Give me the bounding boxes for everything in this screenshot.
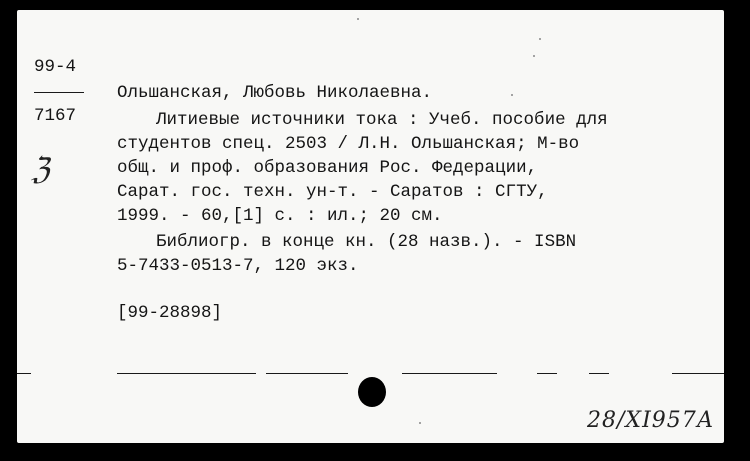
speck	[357, 18, 359, 20]
title-line-4: Сарат. гос. техн. ун-т. - Саратов : СГТУ,	[117, 182, 548, 202]
title-line-1: Литиевые источники тока : Учеб. пособие для	[156, 110, 608, 130]
title-line-5: 1999. - 60,[1] с. : ил.; 20 см.	[117, 206, 443, 226]
bottom-rule-4	[402, 373, 497, 374]
speck	[533, 55, 535, 57]
title-line-2: студентов спец. 2503 / Л.Н. Ольшанская; М-во	[117, 134, 580, 154]
speck	[511, 94, 513, 96]
bottom-rule-5	[537, 373, 557, 374]
note-line-1: Библиогр. в конце кн. (28 назв.). - ISBN	[156, 232, 577, 252]
handwritten-number: 28/XI957А	[587, 408, 715, 433]
record-number: [99-28898]	[117, 303, 223, 323]
speck	[539, 38, 541, 40]
catalog-card	[17, 10, 724, 443]
bottom-rule-2	[117, 373, 256, 374]
bottom-rule-7	[672, 373, 724, 374]
bottom-rule-3	[266, 373, 348, 374]
shelf-divider	[34, 92, 84, 93]
speck	[419, 422, 421, 424]
bottom-rule-1	[17, 373, 31, 374]
bottom-rule-6	[589, 373, 609, 374]
shelf-mark: 99-4	[34, 57, 77, 77]
punch-hole	[358, 377, 386, 407]
inventory-number: 7167	[34, 106, 77, 126]
note-line-2: 5-7433-0513-7, 120 экз.	[117, 256, 359, 276]
title-line-3: общ. и проф. образования Рос. Федерации,	[117, 158, 538, 178]
author-heading: Ольшанская, Любовь Николаевна.	[117, 83, 433, 103]
margin-mark: ℨ	[31, 152, 50, 187]
